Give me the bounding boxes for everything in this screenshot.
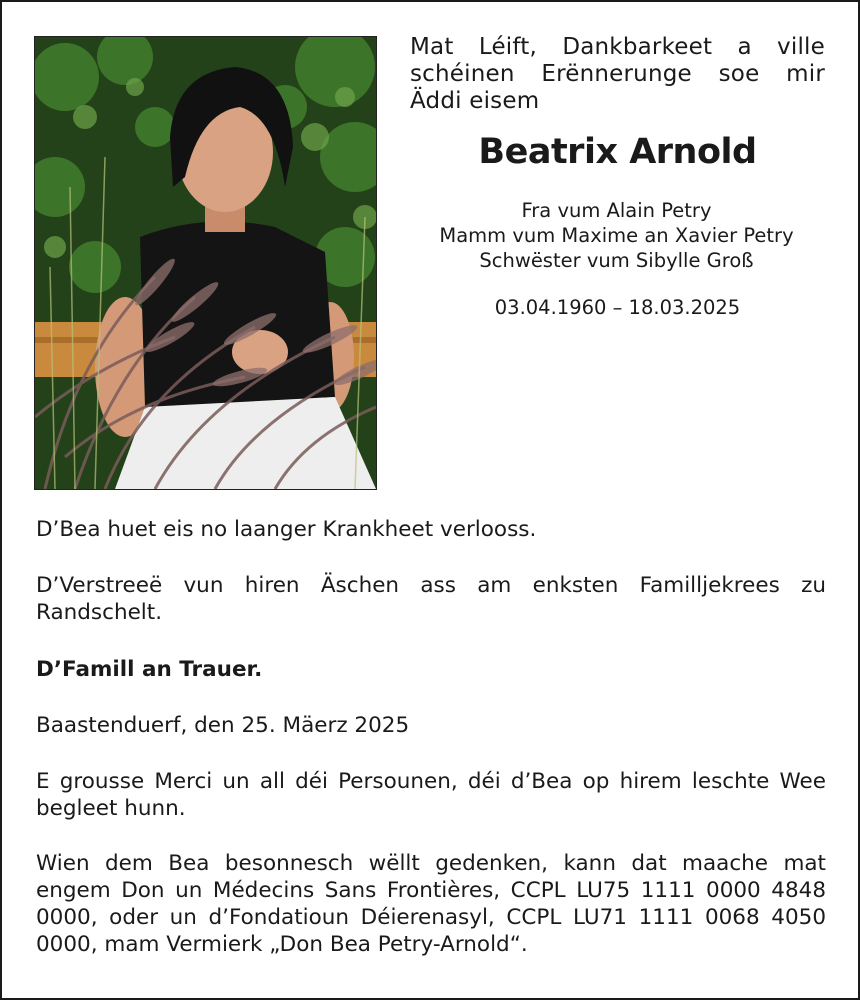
relations bbox=[400, 198, 833, 273]
deceased-name: Beatrix Arnold bbox=[478, 132, 757, 172]
paragraph-ashes: D’Verstreeë vun hiren Äschen ass am enksten Familljekrees zu Randschelt. bbox=[36, 573, 826, 625]
paragraph-announcement: D’Bea huet eis no laanger Krankheet verlooss. bbox=[36, 517, 537, 542]
intro-text: Mat Léift, Dankbarkeet a ville schéinen Erënnerunge soe mir Äddi eisem bbox=[410, 34, 825, 114]
relation-line: Schwëster vum Sibylle Groß bbox=[479, 249, 754, 272]
relation-line: Mamm vum Maxime an Xavier Petry bbox=[439, 224, 794, 247]
portrait-photo bbox=[34, 36, 377, 490]
relation-line: Fra vum Alain Petry bbox=[521, 199, 712, 222]
life-dates: 03.04.1960 – 18.03.2025 bbox=[494, 296, 741, 319]
paragraph-donation: Wien dem Bea besonnesch wëllt gedenken, kann dat maache mat engem Don un Médecins Sans Frontières, CCPL LU75 1111 0000 4848 0000, oder un d’Fondatioun Déierenasyl, CCPL LU71 1111 0068 4050 0000, mam Vermierk „Don Bea Petry-Arnold“. bbox=[36, 851, 826, 957]
paragraph-place-date: Baastenduerf, den 25. Mäerz 2025 bbox=[36, 713, 410, 738]
paragraph-thanks: E grousse Merci un all déi Persounen, déi d’Bea op hirem leschte Wee begleet hunn. bbox=[36, 769, 826, 821]
paragraph-family: D’Famill an Trauer. bbox=[36, 657, 263, 682]
